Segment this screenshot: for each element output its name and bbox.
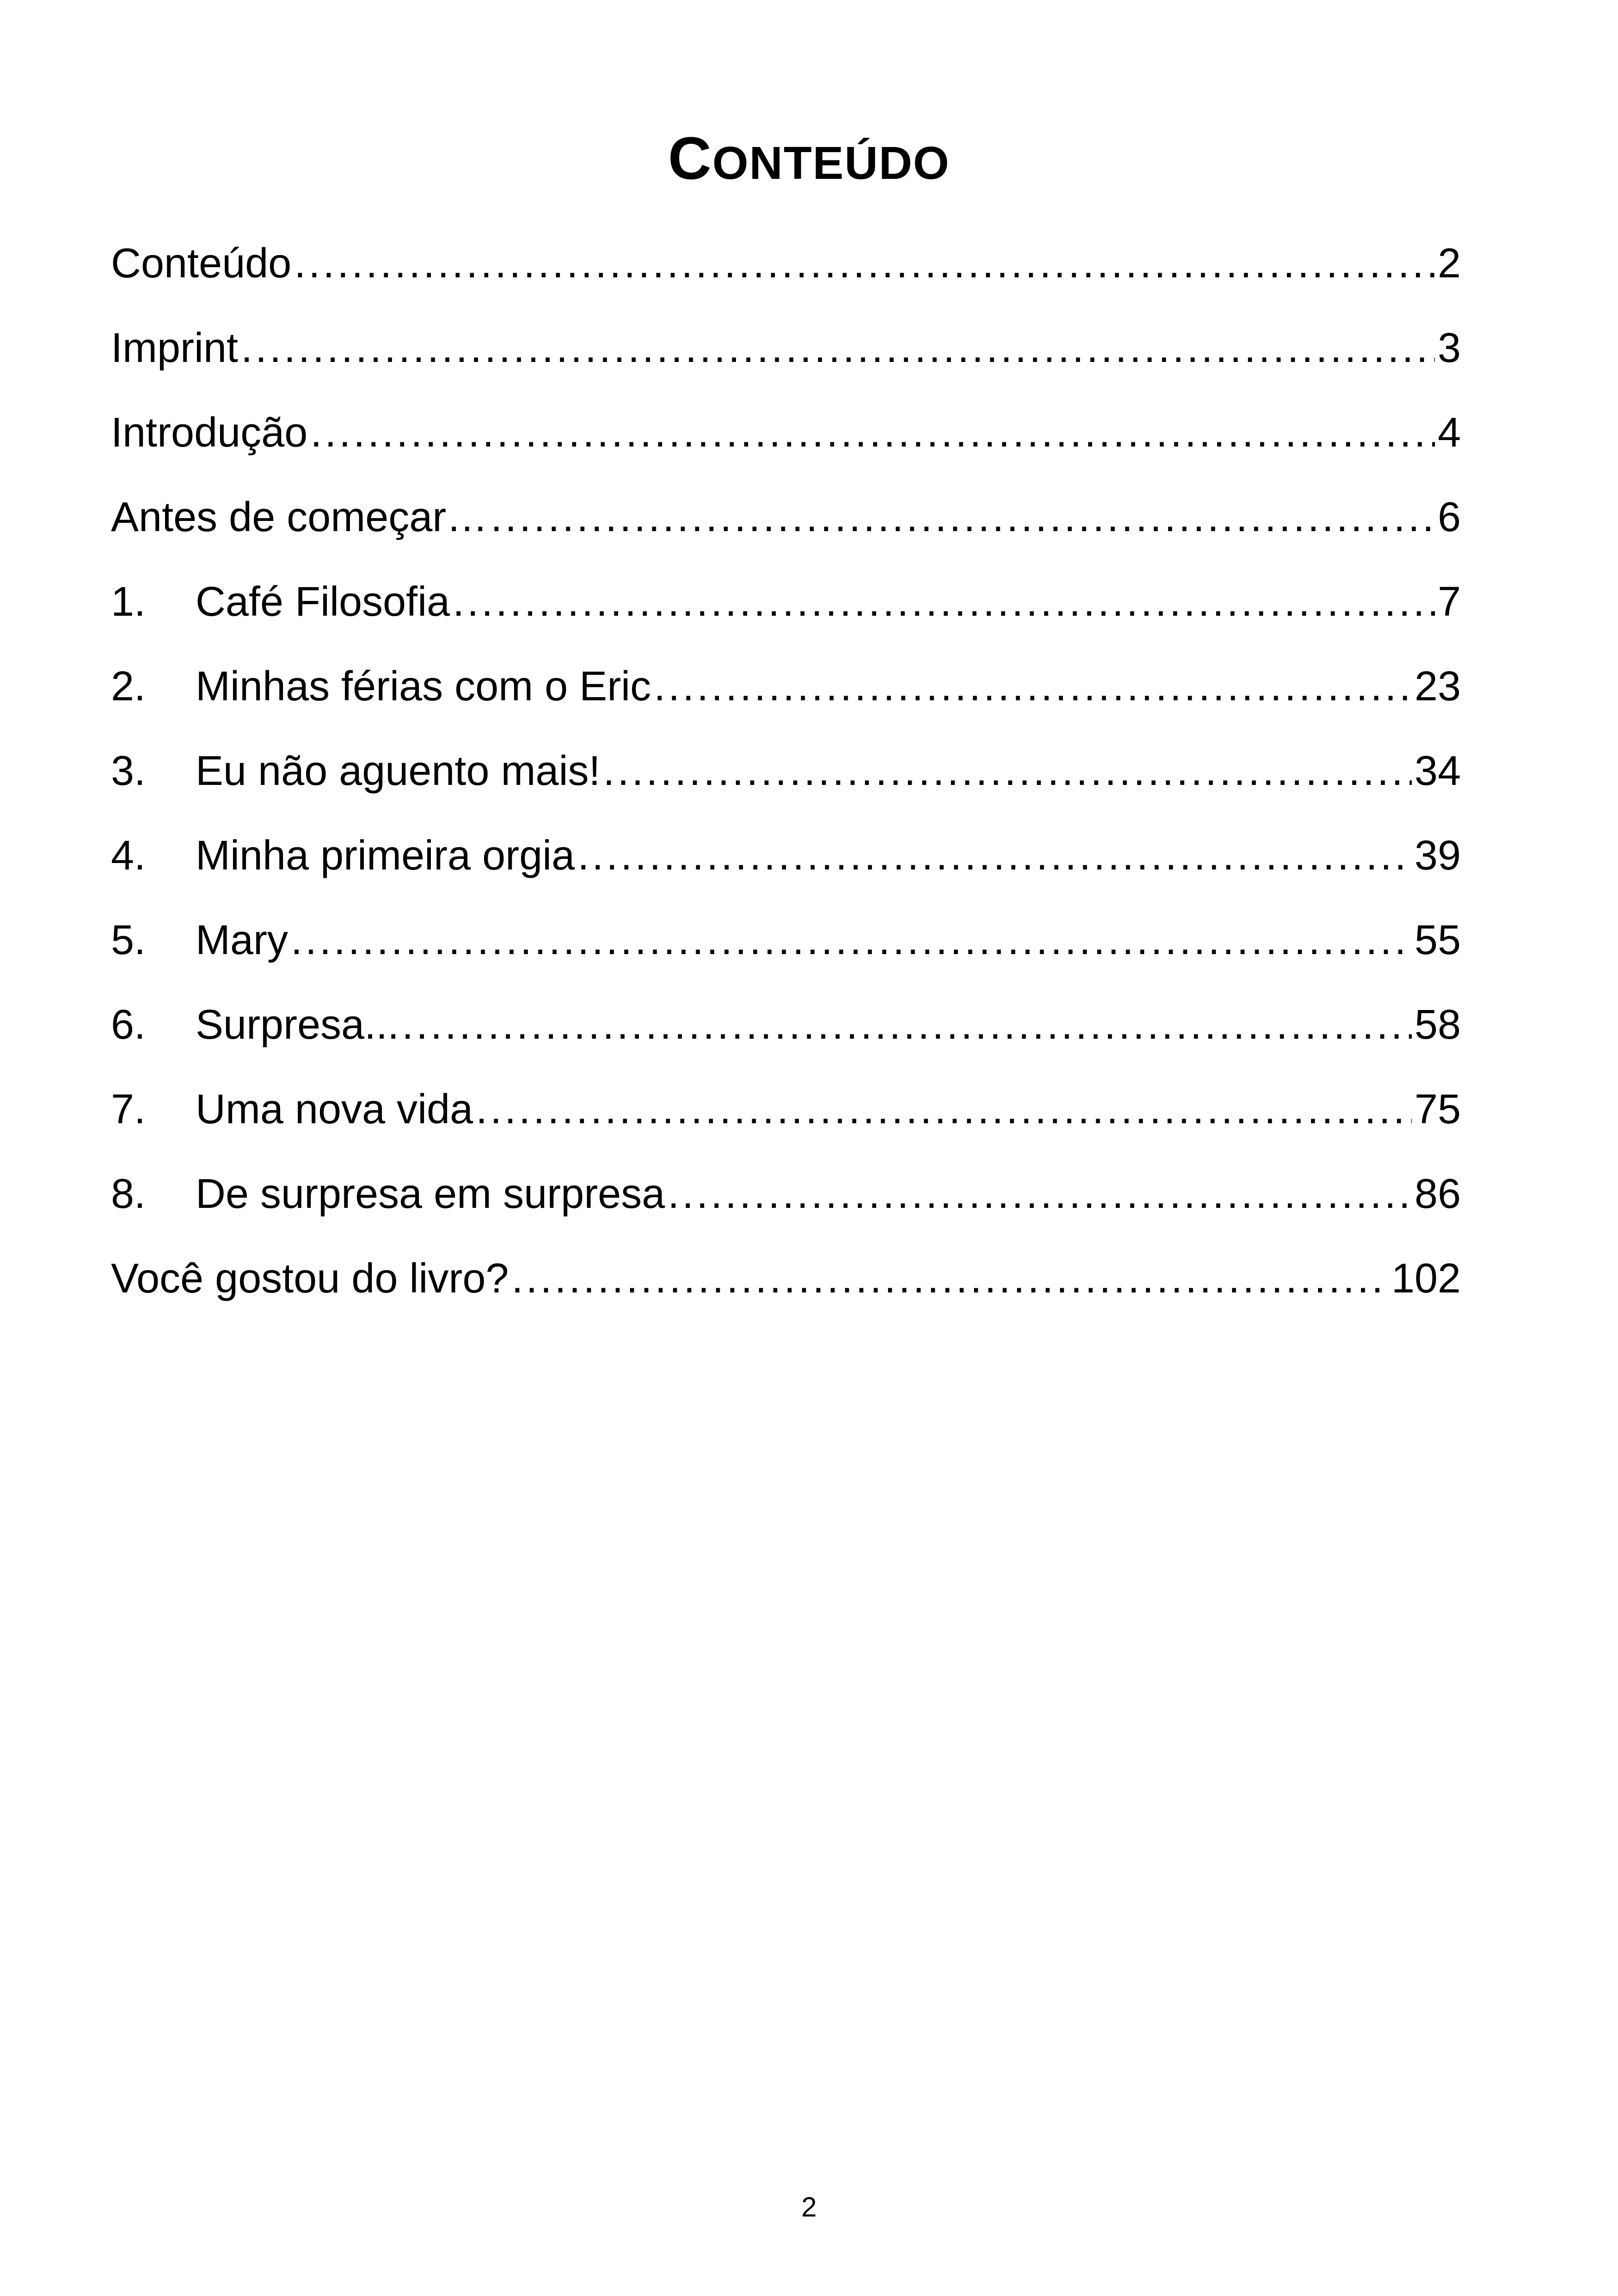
toc-entry-page: 6 (1437, 494, 1461, 540)
toc-entry-label: Imprint (111, 325, 239, 371)
toc-entry[interactable] (111, 906, 1461, 990)
dot-leader (402, 990, 1412, 1059)
toc-entry-label: Conteúdo (111, 240, 292, 287)
toc-entry-number: 4. (111, 833, 146, 879)
toc-entry[interactable] (111, 990, 1461, 1075)
toc-entry[interactable] (111, 398, 1461, 483)
table-of-contents (111, 229, 1461, 1329)
title-rest: ONTEÚDO (712, 137, 950, 189)
toc-entry-number: 7. (111, 1086, 146, 1133)
toc-entry-page: 7 (1437, 579, 1461, 625)
page-number-footer: 2 (801, 2192, 817, 2223)
toc-entry[interactable] (111, 1244, 1461, 1329)
dot-leader (453, 567, 1435, 637)
toc-entry-label: Você gostou do livro? (111, 1255, 509, 1302)
toc-entry-number: 3. (111, 748, 146, 794)
dot-leader (654, 652, 1412, 721)
page-title (0, 121, 1618, 200)
toc-entry-page: 23 (1414, 663, 1461, 710)
dot-leader (310, 398, 1435, 467)
toc-entry-number: 8. (111, 1171, 146, 1217)
toc-entry-label: De surpresa em surpresa (196, 1171, 665, 1217)
toc-entry[interactable] (111, 229, 1461, 313)
dot-leader (577, 821, 1412, 890)
toc-entry-page: 86 (1414, 1171, 1461, 1217)
title-initial: C (668, 124, 712, 192)
toc-entry-page: 75 (1414, 1086, 1461, 1133)
toc-entry-page: 55 (1414, 917, 1461, 963)
toc-entry-number: 5. (111, 917, 146, 963)
toc-entry-number: 1. (111, 579, 146, 625)
toc-entry-label: Introdução (111, 410, 308, 456)
toc-entry-number: 6. (111, 1002, 146, 1048)
dot-leader (294, 229, 1435, 298)
toc-entry-label: Café Filosofia (196, 579, 450, 625)
dot-leader (241, 313, 1435, 383)
toc-entry-page: 58 (1414, 1002, 1461, 1048)
dot-leader (490, 483, 1435, 552)
toc-entry[interactable] (111, 652, 1461, 736)
toc-entry-number: 2. (111, 663, 146, 710)
toc-entry[interactable] (111, 1075, 1461, 1159)
toc-entry-label: Surpresa... (196, 1002, 399, 1048)
toc-entry-label: Eu não aguento mais! (196, 748, 601, 794)
toc-entry[interactable] (111, 1159, 1461, 1244)
toc-entry-page: 3 (1437, 325, 1461, 371)
toc-entry[interactable] (111, 736, 1461, 821)
toc-entry-label: Uma nova vida (196, 1086, 473, 1133)
dot-leader (512, 1244, 1389, 1313)
toc-entry[interactable] (111, 567, 1461, 652)
toc-entry-label: Mary (196, 917, 288, 963)
toc-entry-label: Minha primeira orgia (196, 833, 575, 879)
dot-leader (291, 906, 1412, 975)
dot-leader (603, 736, 1412, 806)
toc-entry[interactable] (111, 483, 1461, 567)
toc-entry-page: 102 (1391, 1255, 1461, 1302)
dot-leader (668, 1159, 1411, 1229)
toc-entry-page: 2 (1437, 240, 1461, 287)
toc-entry[interactable] (111, 821, 1461, 906)
toc-entry[interactable] (111, 313, 1461, 398)
toc-entry-label: Antes de começar… (111, 494, 488, 540)
toc-entry-page: 4 (1437, 410, 1461, 456)
toc-entry-page: 34 (1414, 748, 1461, 794)
toc-entry-page: 39 (1414, 833, 1461, 879)
dot-leader (476, 1075, 1412, 1144)
toc-entry-label: Minhas férias com o Eric (196, 663, 651, 710)
